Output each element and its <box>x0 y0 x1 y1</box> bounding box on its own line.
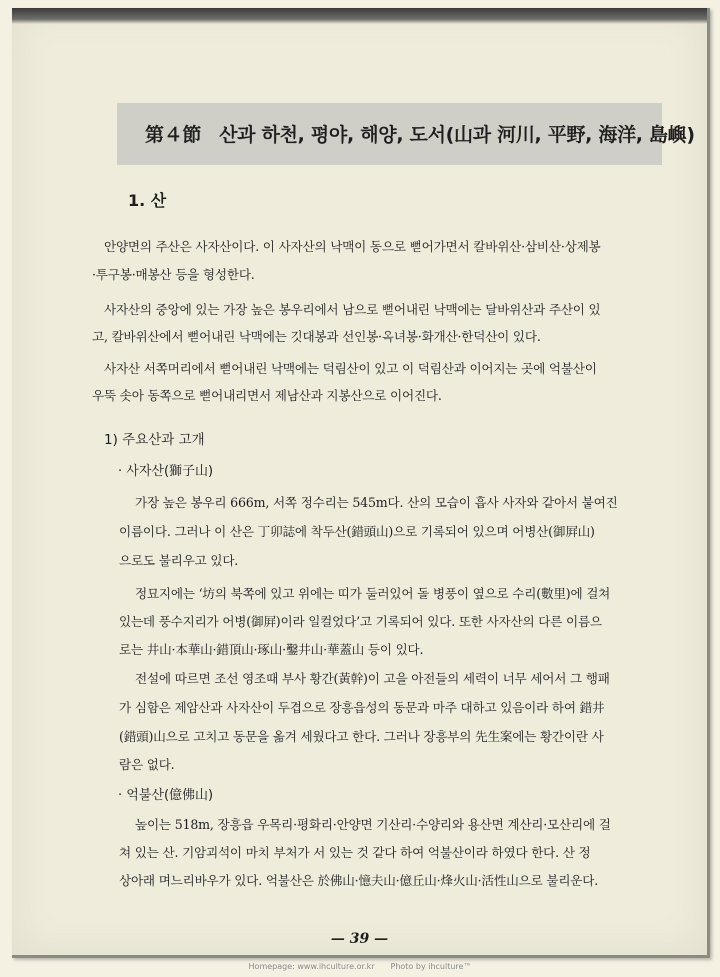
paragraph-line: 쳐 있는 산. 기암괴석이 마치 부처가 서 있는 것 같다 하여 억불산이라 하였다 한다. 산 정 <box>119 845 591 860</box>
paragraph-line: 정묘지에는 ‘坊의 북쪽에 있고 위에는 띠가 둘러있어 돌 병풍이 옆으로 수리(數里)에 걸쳐 <box>135 586 611 601</box>
footer-photo-credit: Photo by ihculture™ <box>390 962 472 971</box>
heading-main-mountains: 1) 주요산과 고개 <box>104 432 205 448</box>
section-heading: 산과 하천, 평야, 해양, 도서(山과 河川, 平野, 海洋, 島嶼) <box>219 124 695 146</box>
paragraph-line: 상아래 며느리바우가 있다. 억불산은 於佛山·憶夫山·億丘山·烽火山·活性山으로 불리운다. <box>119 873 599 888</box>
paragraph-line: 으로도 불리우고 있다. <box>119 553 239 568</box>
paragraph-line: 람은 없다. <box>119 757 175 772</box>
document-page <box>12 8 710 958</box>
paragraph-line: 사자산 서쪽머리에서 뻗어내린 낙맥에는 덕림산이 있고 이 덕림산과 이어지는 곳에 억불산이 <box>104 361 597 376</box>
footer <box>0 962 720 971</box>
section-number: 第４節 <box>145 124 202 146</box>
scan-top-edge <box>12 8 707 24</box>
page-number: — 39 — <box>330 931 389 947</box>
paragraph-line: 안양면의 주산은 사자산이다. 이 사자산의 낙맥이 동으로 뻗어가면서 칼바위산·삼비산·상제봉 <box>104 239 601 254</box>
paragraph-line: ·투구봉·매봉산 등을 형성한다. <box>92 267 255 282</box>
footer-homepage: Homepage: www.ihculture.or.kr <box>248 962 375 971</box>
eokbulsan-title: · 억불산(億佛山) <box>118 788 214 803</box>
paragraph-line: 높이는 518m, 장흥읍 우목리·평화리·안양면 기산리·수양리와 용산면 계산리·모산리에 걸 <box>135 817 611 832</box>
paragraph-line: (錯頭)山으로 고치고 동문을 옮겨 세웠다고 한다. 그러나 장흥부의 先生案에는 황간이란 사 <box>119 729 604 744</box>
paragraph-line: 우뚝 솟아 동쪽으로 뻗어내리면서 제남산과 지봉산으로 이어진다. <box>92 388 442 403</box>
subsection-title: 1. 산 <box>128 191 167 210</box>
paragraph-line: 있는데 풍수지리가 어병(御屛)이라 일컬었다’고 기록되어 있다. 또한 사자산의 다른 이름으 <box>119 614 602 629</box>
paragraph-line: 가 심함은 제암산과 사자산이 두겹으로 장흥읍성의 동문과 마주 대하고 있음이라 하여 錯井 <box>119 700 605 715</box>
paragraph-line: 가장 높은 봉우리 666m, 서쪽 정수리는 545m다. 산의 모습이 흡사 사자와 같아서 붙여진 <box>135 495 618 510</box>
paragraph-line: 전설에 따르면 조선 영조때 부사 황간(黃幹)이 고을 아전들의 세력이 너무 세어서 그 행패 <box>135 671 610 686</box>
paragraph-line: 이름이다. 그러나 이 산은 丁卯誌에 착두산(錯頭山)으로 기록되어 있으며 어병산(御屛山) <box>119 524 595 539</box>
paragraph-line: 로는 井山·本華山·錯頂山·琢山·鑿井山·華蓋山 등이 있다. <box>119 642 424 657</box>
sajasan-title: · 사자산(獅子山) <box>118 464 214 479</box>
section-title <box>145 120 695 147</box>
paragraph-line: 고, 칼바위산에서 뻗어내린 낙맥에는 깃대봉과 선인봉·옥녀봉·화개산·한덕산이 있다. <box>92 329 541 344</box>
paragraph-line: 사자산의 중앙에 있는 가장 높은 봉우리에서 남으로 뻗어내린 낙맥에는 달바위산과 주산이 있 <box>104 302 601 317</box>
